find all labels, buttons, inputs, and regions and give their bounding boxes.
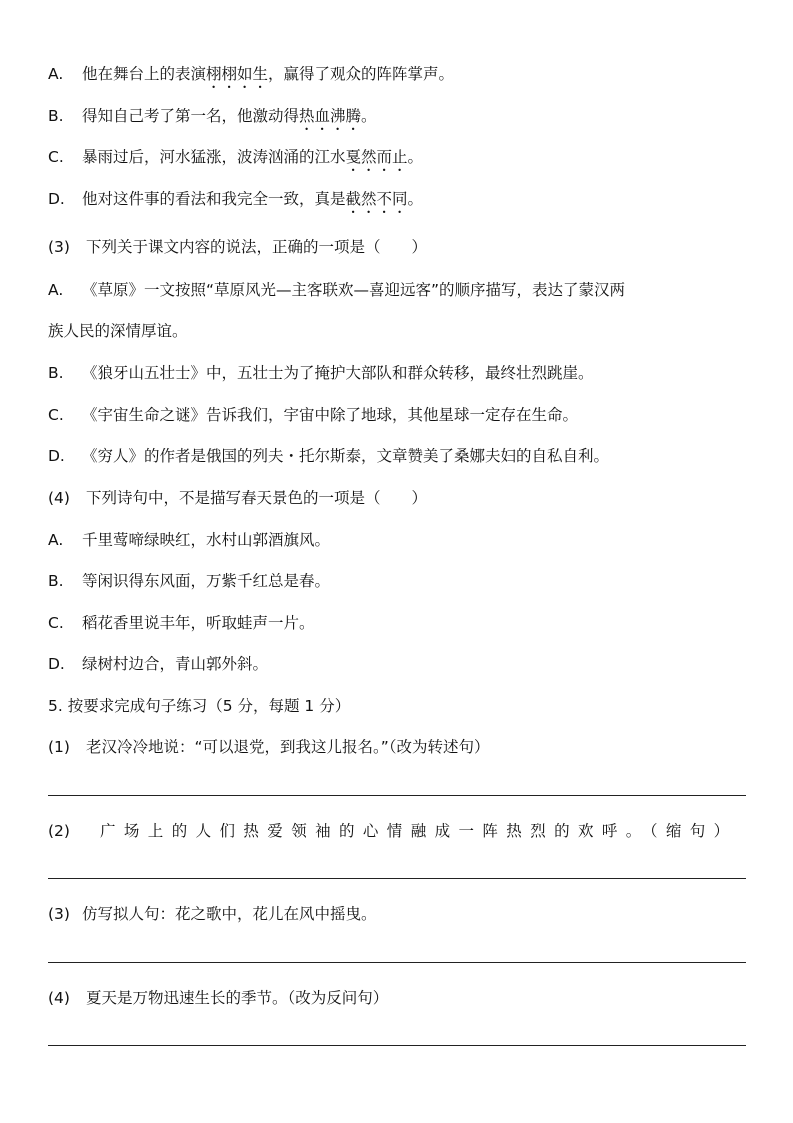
option-text: 绿树村边合，青山郭外斜。: [82, 655, 269, 673]
q3-option-a-continued: [48, 321, 753, 341]
q4-option-c: [48, 613, 753, 633]
q3-option-d: [48, 446, 753, 466]
option-marker: D.: [48, 447, 65, 465]
option-marker: C.: [48, 406, 64, 424]
option-text: 等闲识得东风面，万紫千红总是春。: [82, 572, 331, 590]
s5-item-1: [48, 737, 753, 757]
question-text: 仿写拟人句：花之歌中，花儿在风中摇曳。: [82, 905, 377, 923]
q2-option-a: [48, 64, 753, 92]
s5-item-2: [48, 821, 753, 841]
s5-item-4: [48, 988, 753, 1008]
option-marker: C.: [48, 614, 64, 632]
s5-item-3: [48, 904, 753, 924]
q3-option-c: [48, 405, 753, 425]
q4-option-a: [48, 530, 753, 550]
option-text: 。: [361, 107, 377, 125]
question-text: 老汉冷冷地说：“可以退党，到我这儿报名。”（改为转述句）: [86, 738, 490, 756]
option-marker: B.: [48, 572, 64, 590]
option-text: 。: [407, 190, 424, 208]
option-text: 《穷人》的作者是俄国的列夫・托尔斯泰，文章赞美了桑娜夫妇的自私自利。: [82, 447, 610, 465]
question-number: (2): [48, 822, 70, 840]
q4-stem: [48, 488, 753, 508]
answer-line[interactable]: [48, 1045, 746, 1046]
option-text: 得知自己考了第一名，他激动得: [82, 107, 300, 125]
q2-option-d: [48, 189, 753, 217]
question-text: 广场上的人们热爱领袖的心情融成一阵热烈的欢呼。（缩句）: [100, 822, 738, 840]
option-text: 《狼牙山五壮士》中，五壮士为了掩护大部队和群众转移，最终壮烈跳崖。: [82, 364, 594, 382]
emphasized-idiom: 戛然而止: [345, 148, 408, 166]
q3-option-a: [48, 280, 753, 300]
question-number: (3): [48, 238, 70, 256]
option-marker: B.: [48, 364, 64, 382]
question-text: 下列诗句中，不是描写春天景色的一项是（ ）: [86, 489, 428, 507]
q3-stem: [48, 237, 753, 257]
option-marker: D.: [48, 190, 65, 208]
option-marker: A.: [48, 65, 64, 83]
q3-option-b: [48, 363, 753, 383]
option-text: 。: [407, 148, 424, 166]
option-text: 《草原》一文按照“草原风光—主客联欢—喜迎远客”的顺序描写，表达了蒙汉两: [82, 281, 626, 299]
option-marker: B.: [48, 107, 64, 125]
question-number: (4): [48, 989, 70, 1007]
emphasized-idiom: 热血沸腾: [299, 107, 362, 125]
option-text: ，赢得了观众的阵阵掌声。: [268, 65, 455, 83]
question-number: (4): [48, 489, 70, 507]
option-text: 稻花香里说丰年，听取蛙声一片。: [82, 614, 315, 632]
answer-line[interactable]: [48, 962, 746, 963]
question-text: 下列关于课文内容的说法，正确的一项是（ ）: [86, 238, 428, 256]
option-marker: A.: [48, 531, 64, 549]
option-marker: A.: [48, 281, 64, 299]
option-text: 族人民的深情厚谊。: [48, 322, 188, 340]
q4-option-d: [48, 654, 753, 674]
option-text: 他在舞台上的表演: [82, 65, 207, 83]
option-marker: D.: [48, 655, 65, 673]
q2-option-c: [48, 147, 753, 175]
option-text: 暴雨过后，河水猛涨，波涛汹涌的江水: [82, 148, 346, 166]
emphasized-idiom: 截然不同: [345, 190, 408, 208]
question-number: (3): [48, 905, 70, 923]
q4-option-b: [48, 571, 753, 591]
question-text: 夏天是万物迅速生长的季节。（改为反问句）: [86, 989, 389, 1007]
q2-option-b: [48, 106, 753, 134]
option-text: 千里莺啼绿映红，水村山郭酒旗风。: [82, 531, 331, 549]
question-number: (1): [48, 738, 70, 756]
section-5-title: 5. 按要求完成句子练习（5 分，每题 1 分）: [48, 697, 351, 715]
option-text: 他对这件事的看法和我完全一致，真是: [82, 190, 346, 208]
answer-line[interactable]: [48, 878, 746, 879]
answer-line[interactable]: [48, 795, 746, 796]
emphasized-idiom: 栩栩如生: [206, 65, 269, 83]
option-text: 《宇宙生命之谜》告诉我们，宇宙中除了地球，其他星球一定存在生命。: [82, 406, 579, 424]
option-marker: C.: [48, 148, 64, 166]
